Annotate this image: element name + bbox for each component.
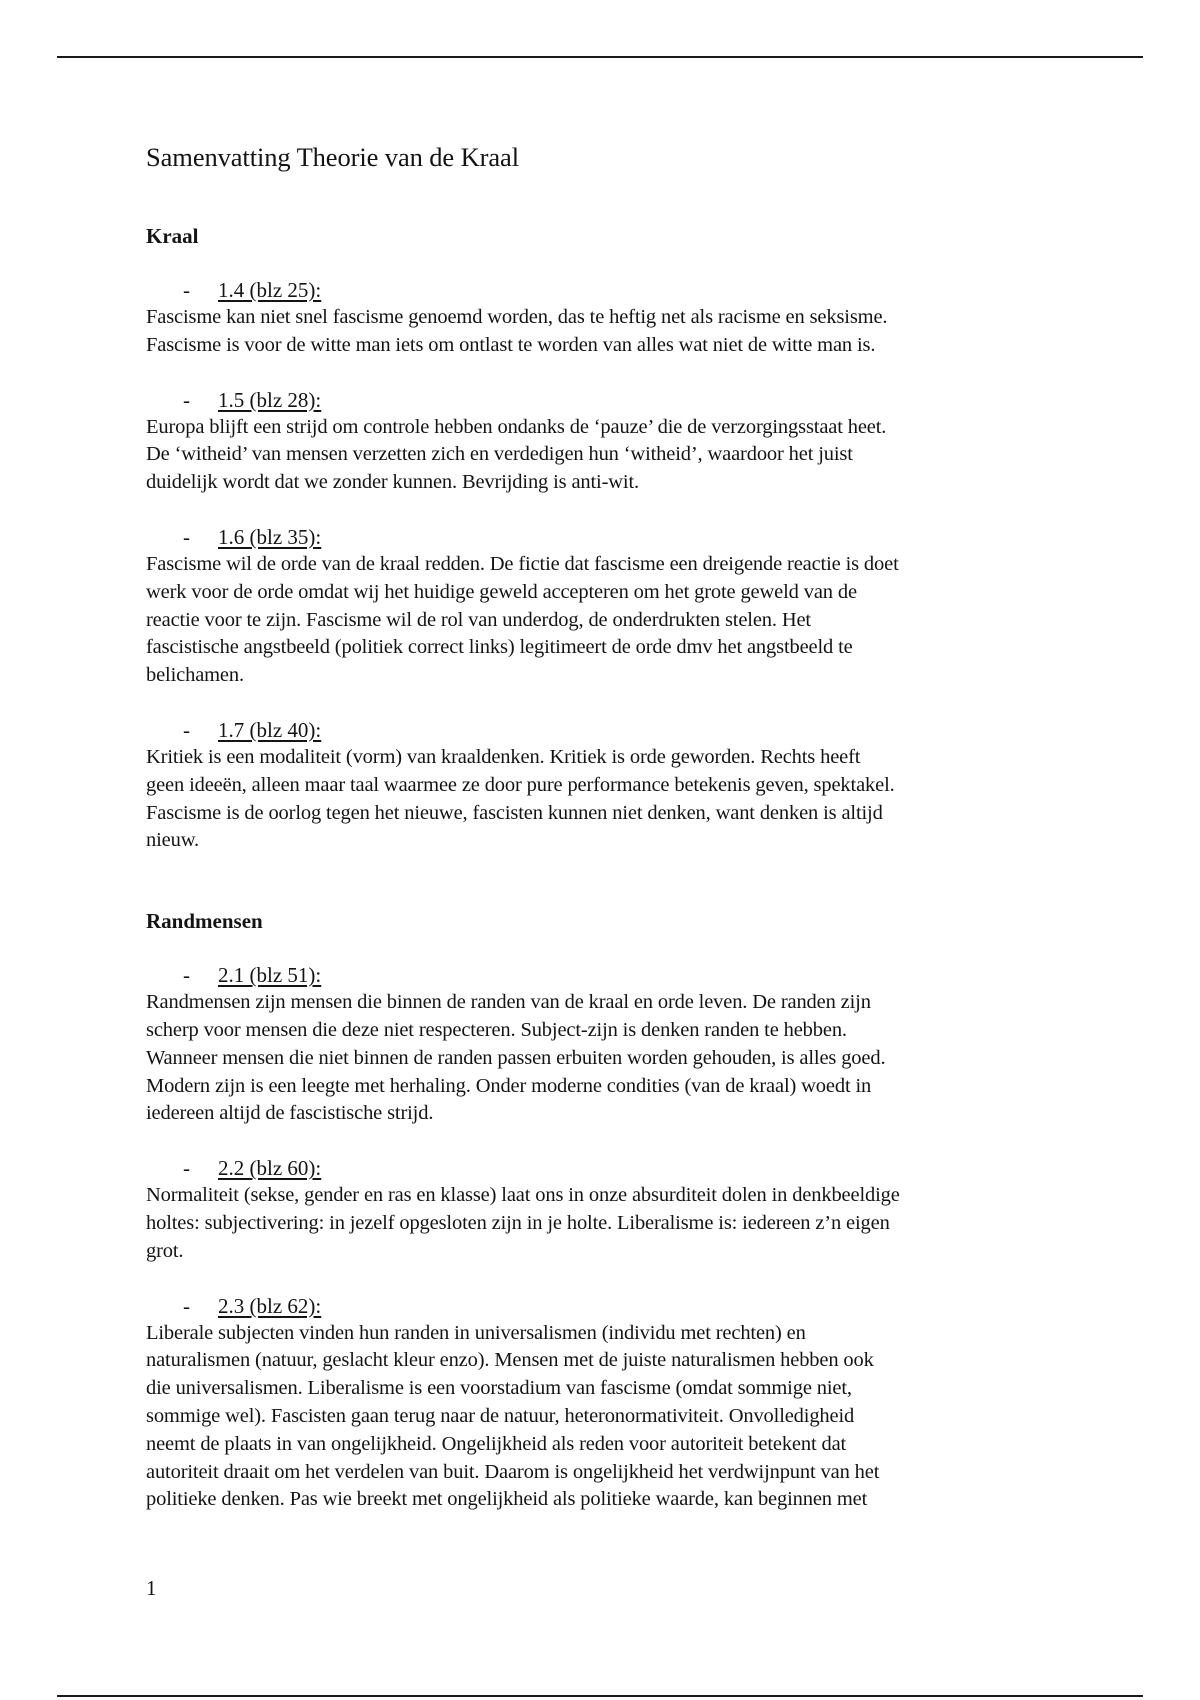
item-heading: [146, 1154, 1086, 1182]
section-heading: Kraal: [146, 224, 199, 248]
bullet-dash: -: [183, 278, 190, 302]
item-heading: [146, 961, 1086, 989]
page-number: 1: [146, 1576, 157, 1600]
text-line: sommige wel). Fascisten gaan terug naar de natuur, heteronormativiteit. Onvolledigheid: [146, 1404, 855, 1427]
item-reference: 1.6 (blz 35):: [218, 524, 322, 549]
bullet-dash: -: [183, 717, 190, 742]
item-reference: 2.2 (blz 60):: [218, 1156, 322, 1181]
text-line: Normaliteit (sekse, gender en ras en klasse) laat ons in onze absurditeit dolen in denkbeeldige: [146, 1184, 900, 1207]
item-text: [146, 744, 1086, 855]
text-line: Fascisme kan niet snel fascisme genoemd worden, das te heftig net als racisme en seksisme.: [146, 306, 888, 328]
text-line: geen ideeën, alleen maar taal waarmee ze door pure performance betekenis geven, spektakel.: [146, 773, 895, 796]
text-line: Wanneer mensen die niet binnen de randen passen erbuiten worden gehouden, is alles goed.: [146, 1046, 886, 1069]
text-line: werk voor de orde omdat wij het huidige geweld accepteren om het grote geweld van de: [146, 580, 857, 603]
item-heading: [146, 386, 1086, 414]
document-page: [146, 140, 1086, 1514]
text-line: Europa blijft een strijd om controle hebben ondanks de ‘pauze’ die de verzorgingsstaat heet.: [146, 415, 887, 438]
text-line: fascistische angstbeeld (politiek correct links) legitimeert de orde dmv het angstbeeld te: [146, 636, 853, 659]
text-line: die universalismen. Liberalisme is een voorstadium van fascisme (omdat sommige niet,: [146, 1377, 852, 1400]
item-reference: 2.1 (blz 51):: [218, 963, 322, 988]
item-reference: 2.3 (blz 62):: [218, 1293, 322, 1318]
list-item: [146, 1292, 1086, 1515]
item-heading: [146, 1292, 1086, 1320]
item-text: [146, 1320, 1086, 1515]
text-line: iedereen altijd de fascistische strijd.: [146, 1102, 434, 1125]
bullet-dash: -: [183, 963, 190, 988]
text-line: nieuw.: [146, 829, 199, 852]
bullet-dash: -: [183, 1156, 190, 1181]
list-item: [146, 716, 1086, 855]
item-heading: [146, 716, 1086, 744]
list-item: [146, 276, 1086, 360]
section-randmensen: [146, 907, 1086, 1514]
text-line: De ‘witheid’ van mensen verzetten zich en verdedigen hun ‘witheid’, waardoor het juist: [146, 443, 853, 466]
text-line: holtes: subjectivering: in jezelf opgesloten zijn in je holte. Liberalisme is: iedereen z’n eigen: [146, 1211, 890, 1234]
text-line: belichamen.: [146, 664, 244, 687]
text-line: grot.: [146, 1239, 184, 1262]
list-item: [146, 961, 1086, 1128]
section-heading: Randmensen: [146, 909, 263, 934]
document-title: Samenvatting Theorie van de Kraal: [146, 142, 519, 172]
text-line: autoriteit draait om het verdelen van buit. Daarom is ongelijkheid het verdwijnpunt van het: [146, 1460, 880, 1483]
item-reference: 1.5 (blz 28):: [218, 387, 322, 412]
text-line: neemt de plaats in van ongelijkheid. Ongelijkheid als reden voor autoriteit betekent dat: [146, 1432, 847, 1455]
text-line: duidelijk wordt dat we zonder kunnen. Bevrijding is anti-wit.: [146, 471, 640, 494]
header-rule: [57, 56, 1143, 58]
bullet-dash: -: [183, 524, 190, 549]
text-line: Liberale subjecten vinden hun randen in universalismen (individu met rechten) en: [146, 1321, 806, 1344]
item-text: [146, 1182, 1086, 1265]
section-kraal: [146, 222, 1086, 855]
item-text: [146, 414, 1086, 497]
item-heading: [146, 276, 1086, 304]
item-text: [146, 551, 1086, 690]
item-heading: [146, 523, 1086, 551]
text-line: Kritiek is een modaliteit (vorm) van kraaldenken. Kritiek is orde geworden. Rechts heeft: [146, 745, 861, 768]
text-line: naturalismen (natuur, geslacht kleur enzo). Mensen met de juiste naturalismen hebben ook: [146, 1349, 874, 1372]
item-reference: 1.7 (blz 40):: [218, 717, 322, 742]
bullet-dash: -: [183, 1293, 190, 1318]
list-item: [146, 386, 1086, 497]
text-line: Fascisme is de oorlog tegen het nieuwe, fascisten kunnen niet denken, want denken is altijd: [146, 801, 883, 824]
text-line: Randmensen zijn mensen die binnen de randen van de kraal en orde leven. De randen zijn: [146, 991, 871, 1014]
text-line: Modern zijn is een leegte met herhaling. Onder moderne condities (van de kraal) woedt in: [146, 1074, 872, 1097]
text-line: Fascisme wil de orde van de kraal redden. De fictie dat fascisme een dreigende reactie is doet: [146, 552, 899, 575]
text-line: reactie voor te zijn. Fascisme wil de rol van underdog, de onderdrukten stelen. Het: [146, 608, 811, 631]
text-line: Fascisme is voor de witte man iets om ontlast te worden van alles wat niet de witte man is.: [146, 333, 876, 356]
item-text: [146, 304, 1086, 360]
text-line: politieke denken. Pas wie breekt met ongelijkheid als politieke waarde, kan beginnen met: [146, 1488, 868, 1511]
footer-rule: [57, 1695, 1143, 1697]
item-reference: 1.4 (blz 25):: [218, 278, 322, 302]
text-line: scherp voor mensen die deze niet respecteren. Subject-zijn is denken randen te hebben.: [146, 1018, 847, 1041]
bullet-dash: -: [183, 387, 190, 412]
item-text: [146, 989, 1086, 1128]
list-item: [146, 1154, 1086, 1265]
list-item: [146, 523, 1086, 690]
